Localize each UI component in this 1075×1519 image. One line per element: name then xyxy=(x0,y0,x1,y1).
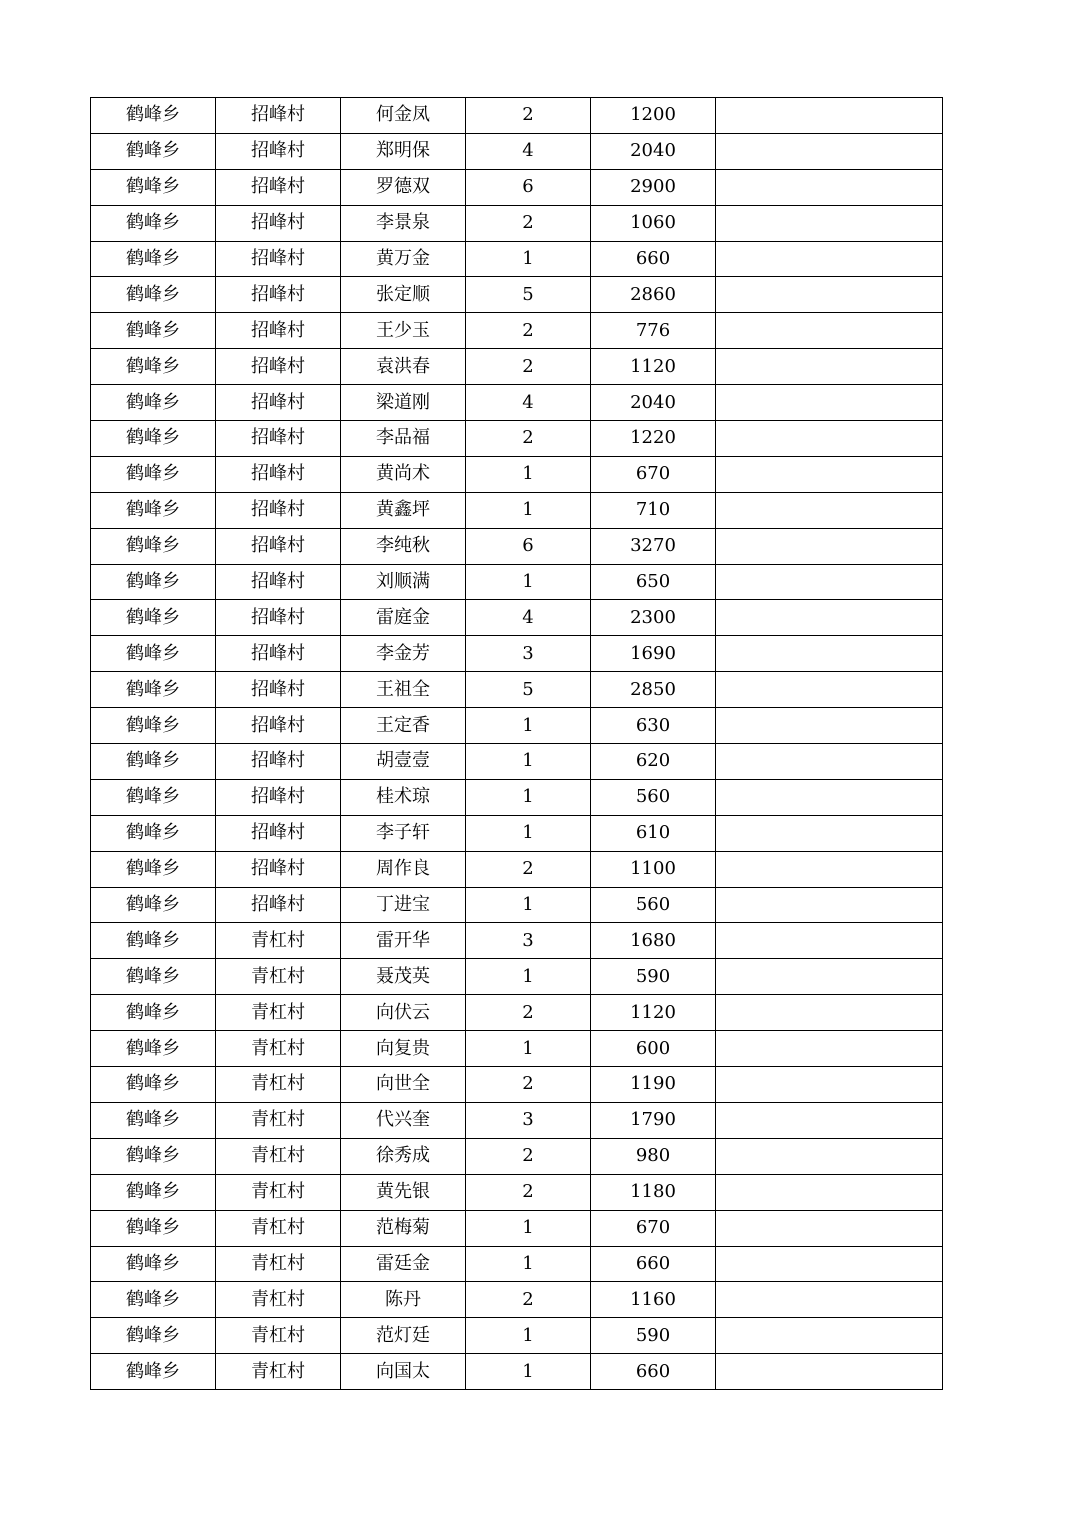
table-row xyxy=(91,779,943,815)
amount-cell: 2850 xyxy=(591,672,716,708)
count-cell: 3 xyxy=(466,1102,591,1138)
village-cell: 招峰村 xyxy=(216,672,341,708)
name-cell: 袁洪春 xyxy=(341,349,466,385)
township-cell: 鹤峰乡 xyxy=(91,1102,216,1138)
count-cell: 3 xyxy=(466,636,591,672)
remark-cell xyxy=(716,744,943,780)
remark-cell xyxy=(716,277,943,313)
remark-cell xyxy=(716,851,943,887)
village-cell: 招峰村 xyxy=(216,456,341,492)
village-cell: 青杠村 xyxy=(216,1354,341,1390)
count-cell: 5 xyxy=(466,277,591,313)
township-cell: 鹤峰乡 xyxy=(91,241,216,277)
table-row xyxy=(91,241,943,277)
name-cell: 黄万金 xyxy=(341,241,466,277)
count-cell: 1 xyxy=(466,744,591,780)
table-row xyxy=(91,815,943,851)
name-cell: 聂茂英 xyxy=(341,959,466,995)
table-row xyxy=(91,98,943,134)
count-cell: 1 xyxy=(466,1354,591,1390)
remark-cell xyxy=(716,133,943,169)
name-cell: 梁道刚 xyxy=(341,385,466,421)
table-row xyxy=(91,385,943,421)
township-cell: 鹤峰乡 xyxy=(91,959,216,995)
name-cell: 李子轩 xyxy=(341,815,466,851)
name-cell: 徐秀成 xyxy=(341,1138,466,1174)
name-cell: 丁进宝 xyxy=(341,887,466,923)
amount-cell: 560 xyxy=(591,887,716,923)
table-row xyxy=(91,528,943,564)
township-cell: 鹤峰乡 xyxy=(91,421,216,457)
count-cell: 2 xyxy=(466,205,591,241)
amount-cell: 1680 xyxy=(591,923,716,959)
table-row xyxy=(91,421,943,457)
name-cell: 桂术琼 xyxy=(341,779,466,815)
amount-cell: 1060 xyxy=(591,205,716,241)
remark-cell xyxy=(716,1210,943,1246)
count-cell: 4 xyxy=(466,385,591,421)
remark-cell xyxy=(716,636,943,672)
township-cell: 鹤峰乡 xyxy=(91,1282,216,1318)
township-cell: 鹤峰乡 xyxy=(91,528,216,564)
village-cell: 招峰村 xyxy=(216,169,341,205)
village-cell: 招峰村 xyxy=(216,241,341,277)
count-cell: 1 xyxy=(466,492,591,528)
village-cell: 青杠村 xyxy=(216,1318,341,1354)
remark-cell xyxy=(716,1102,943,1138)
township-cell: 鹤峰乡 xyxy=(91,600,216,636)
village-cell: 招峰村 xyxy=(216,385,341,421)
count-cell: 4 xyxy=(466,133,591,169)
village-cell: 青杠村 xyxy=(216,1138,341,1174)
village-cell: 青杠村 xyxy=(216,923,341,959)
township-cell: 鹤峰乡 xyxy=(91,851,216,887)
township-cell: 鹤峰乡 xyxy=(91,1138,216,1174)
amount-cell: 660 xyxy=(591,1354,716,1390)
name-cell: 郑明保 xyxy=(341,133,466,169)
name-cell: 刘顺满 xyxy=(341,564,466,600)
name-cell: 周作良 xyxy=(341,851,466,887)
village-cell: 青杠村 xyxy=(216,995,341,1031)
count-cell: 1 xyxy=(466,564,591,600)
remark-cell xyxy=(716,672,943,708)
name-cell: 代兴奎 xyxy=(341,1102,466,1138)
township-cell: 鹤峰乡 xyxy=(91,636,216,672)
village-cell: 招峰村 xyxy=(216,277,341,313)
township-cell: 鹤峰乡 xyxy=(91,744,216,780)
table-row xyxy=(91,959,943,995)
remark-cell xyxy=(716,1174,943,1210)
village-cell: 招峰村 xyxy=(216,421,341,457)
table-row xyxy=(91,1354,943,1390)
remark-cell xyxy=(716,1246,943,1282)
amount-cell: 590 xyxy=(591,1318,716,1354)
name-cell: 向伏云 xyxy=(341,995,466,1031)
amount-cell: 560 xyxy=(591,779,716,815)
amount-cell: 980 xyxy=(591,1138,716,1174)
amount-cell: 610 xyxy=(591,815,716,851)
remark-cell xyxy=(716,923,943,959)
amount-cell: 590 xyxy=(591,959,716,995)
name-cell: 张定顺 xyxy=(341,277,466,313)
table-row xyxy=(91,887,943,923)
count-cell: 2 xyxy=(466,1282,591,1318)
table-body xyxy=(91,98,943,1390)
village-cell: 招峰村 xyxy=(216,528,341,564)
count-cell: 1 xyxy=(466,708,591,744)
count-cell: 1 xyxy=(466,1246,591,1282)
remark-cell xyxy=(716,169,943,205)
village-cell: 招峰村 xyxy=(216,205,341,241)
township-cell: 鹤峰乡 xyxy=(91,708,216,744)
name-cell: 李品福 xyxy=(341,421,466,457)
remark-cell xyxy=(716,600,943,636)
township-cell: 鹤峰乡 xyxy=(91,564,216,600)
table-row xyxy=(91,313,943,349)
count-cell: 1 xyxy=(466,887,591,923)
amount-cell: 776 xyxy=(591,313,716,349)
village-cell: 招峰村 xyxy=(216,492,341,528)
amount-cell: 1200 xyxy=(591,98,716,134)
remark-cell xyxy=(716,456,943,492)
township-cell: 鹤峰乡 xyxy=(91,1210,216,1246)
table-row xyxy=(91,349,943,385)
name-cell: 李金芳 xyxy=(341,636,466,672)
table-row xyxy=(91,744,943,780)
table-row xyxy=(91,1138,943,1174)
count-cell: 1 xyxy=(466,959,591,995)
table-row xyxy=(91,169,943,205)
village-cell: 招峰村 xyxy=(216,564,341,600)
count-cell: 1 xyxy=(466,456,591,492)
remark-cell xyxy=(716,564,943,600)
name-cell: 陈丹 xyxy=(341,1282,466,1318)
village-cell: 招峰村 xyxy=(216,887,341,923)
township-cell: 鹤峰乡 xyxy=(91,672,216,708)
village-cell: 青杠村 xyxy=(216,1031,341,1067)
remark-cell xyxy=(716,959,943,995)
village-cell: 青杠村 xyxy=(216,959,341,995)
remark-cell xyxy=(716,349,943,385)
table-row xyxy=(91,1210,943,1246)
name-cell: 王定香 xyxy=(341,708,466,744)
village-cell: 招峰村 xyxy=(216,815,341,851)
amount-cell: 1790 xyxy=(591,1102,716,1138)
remark-cell xyxy=(716,708,943,744)
name-cell: 雷廷金 xyxy=(341,1246,466,1282)
amount-cell: 1180 xyxy=(591,1174,716,1210)
remark-cell xyxy=(716,492,943,528)
table-row xyxy=(91,277,943,313)
amount-cell: 1690 xyxy=(591,636,716,672)
township-cell: 鹤峰乡 xyxy=(91,277,216,313)
village-cell: 招峰村 xyxy=(216,349,341,385)
count-cell: 1 xyxy=(466,1031,591,1067)
count-cell: 1 xyxy=(466,241,591,277)
name-cell: 王少玉 xyxy=(341,313,466,349)
table-row xyxy=(91,636,943,672)
township-cell: 鹤峰乡 xyxy=(91,1174,216,1210)
amount-cell: 2040 xyxy=(591,133,716,169)
township-cell: 鹤峰乡 xyxy=(91,133,216,169)
remark-cell xyxy=(716,98,943,134)
table-row xyxy=(91,1174,943,1210)
remark-cell xyxy=(716,1282,943,1318)
table-row xyxy=(91,205,943,241)
township-cell: 鹤峰乡 xyxy=(91,205,216,241)
name-cell: 李景泉 xyxy=(341,205,466,241)
name-cell: 黄先银 xyxy=(341,1174,466,1210)
village-cell: 青杠村 xyxy=(216,1174,341,1210)
remark-cell xyxy=(716,421,943,457)
village-cell: 青杠村 xyxy=(216,1067,341,1103)
remark-cell xyxy=(716,241,943,277)
village-cell: 招峰村 xyxy=(216,779,341,815)
name-cell: 罗德双 xyxy=(341,169,466,205)
count-cell: 4 xyxy=(466,600,591,636)
remark-cell xyxy=(716,887,943,923)
amount-cell: 3270 xyxy=(591,528,716,564)
count-cell: 1 xyxy=(466,779,591,815)
table-row xyxy=(91,672,943,708)
remark-cell xyxy=(716,1354,943,1390)
count-cell: 6 xyxy=(466,528,591,564)
count-cell: 2 xyxy=(466,1174,591,1210)
village-cell: 招峰村 xyxy=(216,313,341,349)
remark-cell xyxy=(716,1031,943,1067)
township-cell: 鹤峰乡 xyxy=(91,1318,216,1354)
name-cell: 王祖全 xyxy=(341,672,466,708)
remark-cell xyxy=(716,1067,943,1103)
township-cell: 鹤峰乡 xyxy=(91,995,216,1031)
remark-cell xyxy=(716,385,943,421)
amount-cell: 710 xyxy=(591,492,716,528)
name-cell: 向世全 xyxy=(341,1067,466,1103)
count-cell: 2 xyxy=(466,313,591,349)
name-cell: 雷开华 xyxy=(341,923,466,959)
village-cell: 招峰村 xyxy=(216,98,341,134)
remark-cell xyxy=(716,528,943,564)
name-cell: 黄尚术 xyxy=(341,456,466,492)
amount-cell: 2900 xyxy=(591,169,716,205)
name-cell: 范灯廷 xyxy=(341,1318,466,1354)
amount-cell: 1190 xyxy=(591,1067,716,1103)
village-cell: 青杠村 xyxy=(216,1102,341,1138)
amount-cell: 1120 xyxy=(591,995,716,1031)
amount-cell: 630 xyxy=(591,708,716,744)
remark-cell xyxy=(716,815,943,851)
amount-cell: 2040 xyxy=(591,385,716,421)
count-cell: 2 xyxy=(466,1067,591,1103)
name-cell: 胡壹壹 xyxy=(341,744,466,780)
table-row xyxy=(91,1102,943,1138)
amount-cell: 1120 xyxy=(591,349,716,385)
count-cell: 1 xyxy=(466,1210,591,1246)
village-cell: 青杠村 xyxy=(216,1246,341,1282)
count-cell: 3 xyxy=(466,923,591,959)
township-cell: 鹤峰乡 xyxy=(91,313,216,349)
name-cell: 李纯秋 xyxy=(341,528,466,564)
name-cell: 向复贵 xyxy=(341,1031,466,1067)
count-cell: 1 xyxy=(466,1318,591,1354)
amount-cell: 600 xyxy=(591,1031,716,1067)
count-cell: 2 xyxy=(466,995,591,1031)
table-row xyxy=(91,851,943,887)
table-row xyxy=(91,133,943,169)
table-row xyxy=(91,1246,943,1282)
township-cell: 鹤峰乡 xyxy=(91,349,216,385)
table-row xyxy=(91,923,943,959)
amount-cell: 650 xyxy=(591,564,716,600)
table-row xyxy=(91,492,943,528)
name-cell: 范梅菊 xyxy=(341,1210,466,1246)
name-cell: 雷庭金 xyxy=(341,600,466,636)
amount-cell: 1160 xyxy=(591,1282,716,1318)
village-cell: 青杠村 xyxy=(216,1282,341,1318)
township-cell: 鹤峰乡 xyxy=(91,779,216,815)
township-cell: 鹤峰乡 xyxy=(91,169,216,205)
table-row xyxy=(91,564,943,600)
table-row xyxy=(91,1318,943,1354)
township-cell: 鹤峰乡 xyxy=(91,1246,216,1282)
name-cell: 向国太 xyxy=(341,1354,466,1390)
township-cell: 鹤峰乡 xyxy=(91,456,216,492)
remark-cell xyxy=(716,1318,943,1354)
count-cell: 2 xyxy=(466,1138,591,1174)
count-cell: 1 xyxy=(466,815,591,851)
township-cell: 鹤峰乡 xyxy=(91,1067,216,1103)
count-cell: 5 xyxy=(466,672,591,708)
count-cell: 2 xyxy=(466,421,591,457)
village-cell: 招峰村 xyxy=(216,744,341,780)
data-table xyxy=(90,97,943,1390)
amount-cell: 660 xyxy=(591,241,716,277)
table-row xyxy=(91,456,943,492)
table-row xyxy=(91,600,943,636)
name-cell: 何金凤 xyxy=(341,98,466,134)
amount-cell: 670 xyxy=(591,1210,716,1246)
remark-cell xyxy=(716,205,943,241)
count-cell: 2 xyxy=(466,851,591,887)
remark-cell xyxy=(716,779,943,815)
village-cell: 招峰村 xyxy=(216,133,341,169)
remark-cell xyxy=(716,313,943,349)
township-cell: 鹤峰乡 xyxy=(91,98,216,134)
count-cell: 2 xyxy=(466,98,591,134)
township-cell: 鹤峰乡 xyxy=(91,923,216,959)
amount-cell: 2860 xyxy=(591,277,716,313)
count-cell: 2 xyxy=(466,349,591,385)
table-row xyxy=(91,1067,943,1103)
amount-cell: 660 xyxy=(591,1246,716,1282)
village-cell: 招峰村 xyxy=(216,636,341,672)
amount-cell: 1220 xyxy=(591,421,716,457)
township-cell: 鹤峰乡 xyxy=(91,1031,216,1067)
township-cell: 鹤峰乡 xyxy=(91,887,216,923)
amount-cell: 620 xyxy=(591,744,716,780)
count-cell: 6 xyxy=(466,169,591,205)
township-cell: 鹤峰乡 xyxy=(91,1354,216,1390)
village-cell: 招峰村 xyxy=(216,851,341,887)
village-cell: 青杠村 xyxy=(216,1210,341,1246)
village-cell: 招峰村 xyxy=(216,600,341,636)
table-row xyxy=(91,708,943,744)
remark-cell xyxy=(716,995,943,1031)
township-cell: 鹤峰乡 xyxy=(91,492,216,528)
table-row xyxy=(91,1031,943,1067)
village-cell: 招峰村 xyxy=(216,708,341,744)
amount-cell: 1100 xyxy=(591,851,716,887)
table-row xyxy=(91,995,943,1031)
amount-cell: 2300 xyxy=(591,600,716,636)
township-cell: 鹤峰乡 xyxy=(91,385,216,421)
amount-cell: 670 xyxy=(591,456,716,492)
table-row xyxy=(91,1282,943,1318)
remark-cell xyxy=(716,1138,943,1174)
township-cell: 鹤峰乡 xyxy=(91,815,216,851)
name-cell: 黄鑫坪 xyxy=(341,492,466,528)
